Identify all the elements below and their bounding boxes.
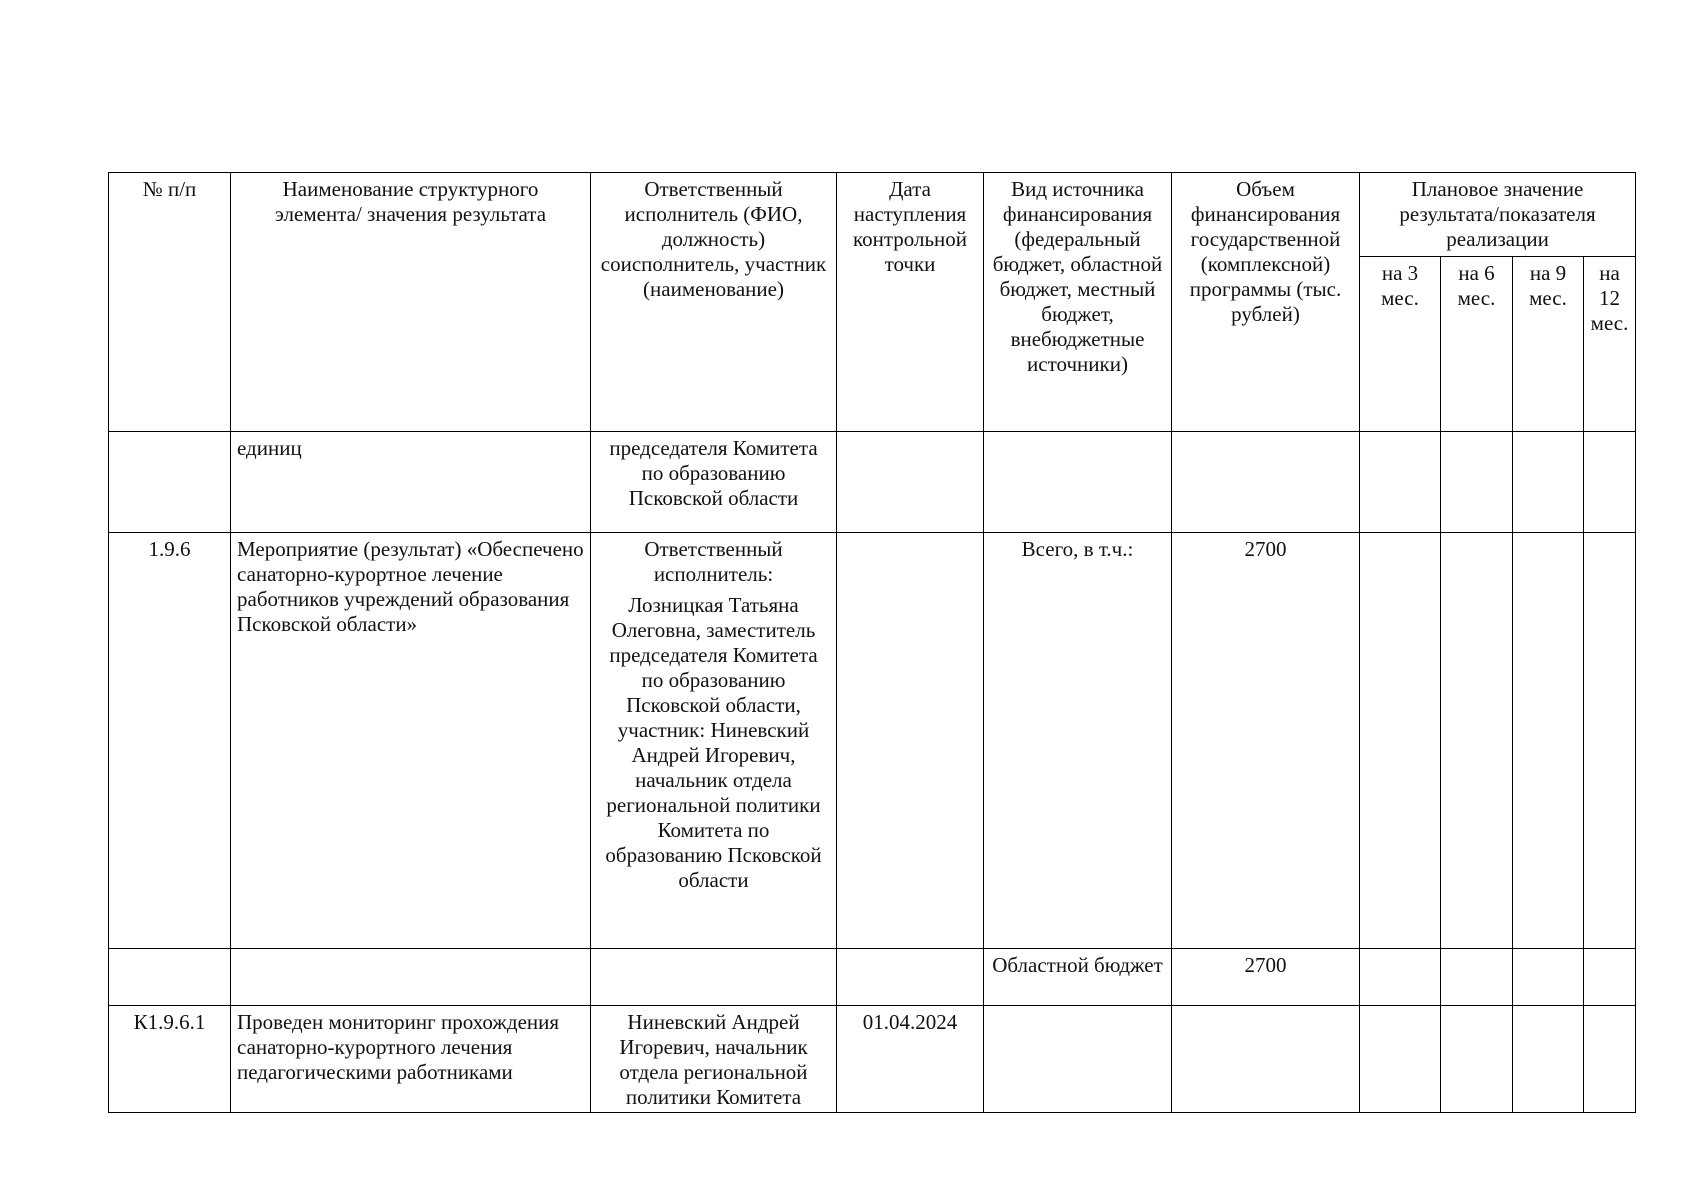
cell-m12 — [1584, 1006, 1636, 1113]
cell-responsible: председателя Комитета по образованию Псковской области — [591, 432, 837, 533]
header-source: Вид источника финансирования (федеральный бюджет, областной бюджет, местный бюджет, внебюджетные источники) — [984, 173, 1172, 432]
header-num: № п/п — [109, 173, 231, 432]
cell-num — [109, 432, 231, 533]
header-name: Наименование структурного элемента/ значения результата — [231, 173, 591, 432]
cell-name — [231, 949, 591, 1006]
cell-source — [984, 432, 1172, 533]
cell-source: Всего, в т.ч.: — [984, 533, 1172, 949]
cell-m3 — [1360, 533, 1441, 949]
cell-volume — [1172, 1006, 1360, 1113]
responsible-role: Ответственный исполнитель: — [644, 537, 783, 586]
cell-volume — [1172, 432, 1360, 533]
cell-date — [837, 533, 984, 949]
header-plan: Плановое значение результата/показателя реализации — [1360, 173, 1636, 257]
cell-m6 — [1441, 432, 1513, 533]
cell-m9 — [1513, 1006, 1584, 1113]
table-row — [109, 1006, 1636, 1113]
cell-volume: 2700 — [1172, 949, 1360, 1006]
cell-m6 — [1441, 1006, 1513, 1113]
cell-source — [984, 1006, 1172, 1113]
cell-num: 1.9.6 — [109, 533, 231, 949]
header-m12: на 12 мес. — [1584, 257, 1636, 432]
cell-num: К1.9.6.1 — [109, 1006, 231, 1113]
cell-m12 — [1584, 432, 1636, 533]
header-m3: на 3 мес. — [1360, 257, 1441, 432]
cell-responsible — [591, 949, 837, 1006]
table-row — [109, 432, 1636, 533]
cell-m6 — [1441, 533, 1513, 949]
cell-name: Мероприятие (результат) «Обеспечено санаторно-курортное лечение работников учреждений образования Псковской области» — [231, 533, 591, 949]
cell-date — [837, 432, 984, 533]
cell-m9 — [1513, 949, 1584, 1006]
cell-m3 — [1360, 432, 1441, 533]
cell-date — [837, 949, 984, 1006]
table-row — [109, 949, 1636, 1006]
cell-m3 — [1360, 949, 1441, 1006]
cell-name: Проведен мониторинг прохождения санаторно-курортного лечения педагогическими работниками — [231, 1006, 591, 1113]
cell-m12 — [1584, 949, 1636, 1006]
cell-responsible — [591, 533, 837, 949]
cell-responsible: Ниневский Андрей Игоревич, начальник отдела региональной политики Комитета — [591, 1006, 837, 1113]
plan-table — [108, 172, 1636, 1113]
cell-num — [109, 949, 231, 1006]
cell-volume: 2700 — [1172, 533, 1360, 949]
cell-m9 — [1513, 533, 1584, 949]
header-volume: Объем финансирования государственной (комплексной) программы (тыс. рублей) — [1172, 173, 1360, 432]
header-row-top — [109, 173, 1636, 257]
header-m6: на 6 мес. — [1441, 257, 1513, 432]
cell-m3 — [1360, 1006, 1441, 1113]
table-row — [109, 533, 1636, 949]
cell-m6 — [1441, 949, 1513, 1006]
cell-date: 01.04.2024 — [837, 1006, 984, 1113]
cell-name: единиц — [231, 432, 591, 533]
header-m9: на 9 мес. — [1513, 257, 1584, 432]
header-responsible: Ответственный исполнитель (ФИО, должность) соисполнитель, участник (наименование) — [591, 173, 837, 432]
cell-m9 — [1513, 432, 1584, 533]
cell-m12 — [1584, 533, 1636, 949]
header-date: Дата наступления контрольной точки — [837, 173, 984, 432]
responsible-persons: Лозницкая Татьяна Олеговна, заместитель председателя Комитета по образованию Псковской области, участник: Ниневский Андрей Игоревич, начальник отдела региональной политики Комитета по образованию Псковской области — [605, 593, 822, 892]
cell-source: Областной бюджет — [984, 949, 1172, 1006]
